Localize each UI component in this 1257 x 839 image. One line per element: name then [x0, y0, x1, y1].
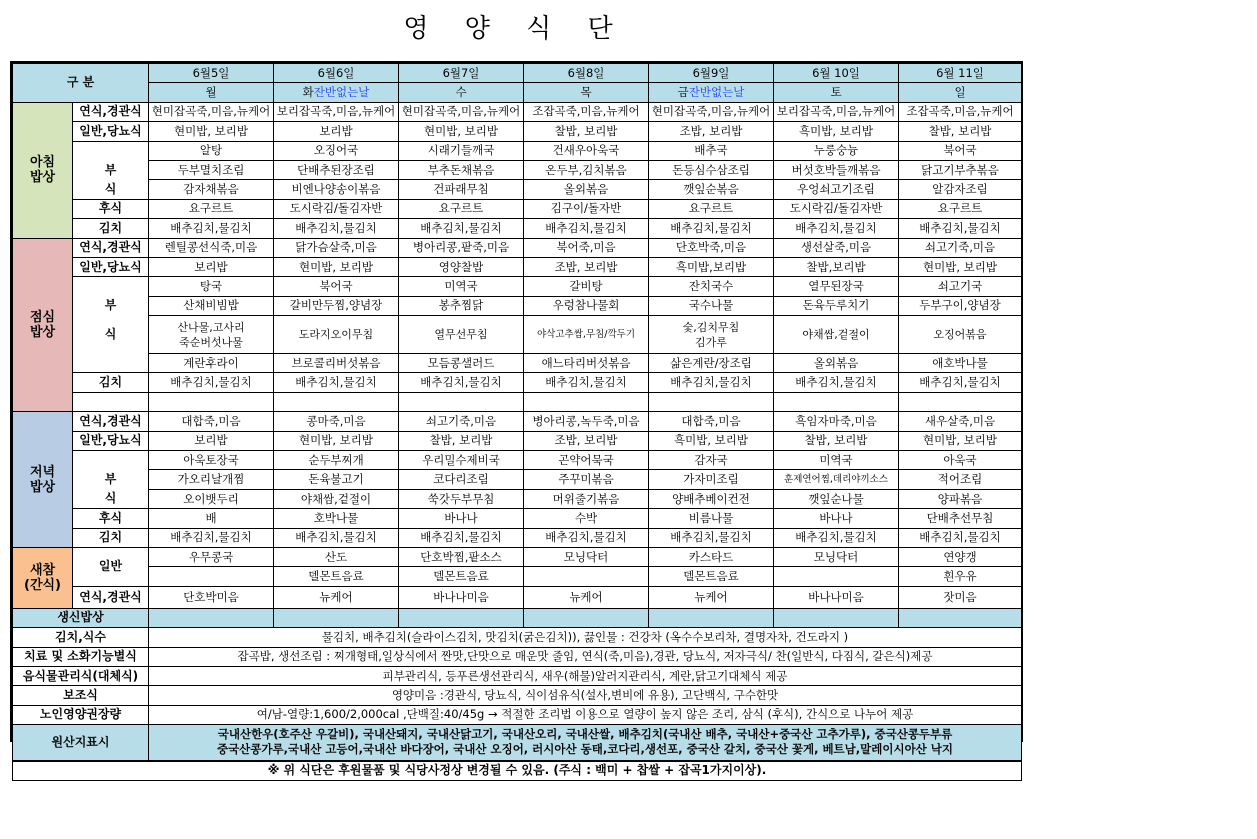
- birthday-label: 생신밥상: [13, 608, 149, 627]
- menu-cell: 돈육두루치기: [774, 296, 899, 315]
- spacer: [73, 392, 149, 411]
- info-label: 김치,식수: [13, 628, 149, 647]
- menu-cell: 병아리콩,녹두죽,미음: [524, 412, 649, 431]
- menu-cell: 적어조림: [899, 470, 1022, 489]
- menu-cell: 도시락김/돌김자반: [274, 199, 399, 218]
- menu-cell: [774, 567, 899, 586]
- page-title: 영 양 식 단: [403, 14, 627, 44]
- menu-cell: 배추김치,물김치: [524, 528, 649, 547]
- menu-cell: 요구르트: [899, 199, 1022, 218]
- menu-cell: 단배추된장조림: [274, 160, 399, 179]
- day-header: [649, 83, 774, 102]
- menu-cell: 산채비빔밥: [149, 296, 274, 315]
- menu-cell: 오징어국: [274, 141, 399, 160]
- meal-plan-table: [12, 63, 1022, 781]
- empty-cell: [899, 392, 1022, 411]
- birthday-cell: [524, 608, 649, 627]
- info-text: 여/남-열량:1,600/2,000cal ,단백질:40/45g → 적절한 조리법 이용으로 열량이 높지 않은 조리, 삼식 (후식), 간식으로 나누어 제공: [149, 705, 1022, 724]
- menu-cell: 델몬트음료: [274, 567, 399, 586]
- menu-cell: 도라지오이무침: [274, 316, 399, 354]
- no-leftover-day-note: 잔반없는날: [688, 85, 745, 100]
- weekday-label: 일: [954, 85, 966, 100]
- weekday-label: 수: [455, 85, 467, 100]
- porridge-label: 연식,경관식: [73, 586, 149, 608]
- menu-cell: 모닝닥터: [774, 547, 899, 566]
- menu-cell: 도시락김/돌김자반: [774, 199, 899, 218]
- main-label: 일반,당뇨식: [73, 431, 149, 450]
- date-header: 6월6일: [274, 64, 399, 83]
- side-label-bottom: [73, 354, 149, 373]
- birthday-cell: [149, 608, 274, 627]
- info-label: 보조식: [13, 686, 149, 705]
- menu-cell: 건파래무침: [399, 180, 524, 199]
- menu-cell: 가자미조림: [649, 470, 774, 489]
- date-header: 6월8일: [524, 64, 649, 83]
- menu-cell: 쑥갓두부무침: [399, 489, 524, 508]
- empty-cell: [524, 392, 649, 411]
- weekday-label: 화: [302, 85, 314, 100]
- empty-cell: [774, 392, 899, 411]
- menu-cell: 양파볶음: [899, 489, 1022, 508]
- menu-cell: 북어죽,미음: [524, 238, 649, 257]
- menu-cell: 보리잡곡죽,미음,뉴케어: [274, 102, 399, 121]
- menu-cell: 잣미음: [899, 586, 1022, 608]
- menu-cell: 순두부찌개: [274, 451, 399, 470]
- menu-cell: 단배추선무침: [899, 509, 1022, 528]
- origin-text: [149, 725, 1022, 761]
- info-text: 물김치, 배추김치(슬라이스김치, 맛김치(굵은김치)), 끓인물 : 건강차 (옥수수보리차, 결명자차, 건도라지 ): [149, 628, 1022, 647]
- menu-cell: 배추김치,물김치: [649, 219, 774, 238]
- side-label: 식: [73, 489, 149, 508]
- date-header: 6월7일: [399, 64, 524, 83]
- main-label: 일반,당뇨식: [73, 122, 149, 141]
- menu-cell: 현미밥, 보리밥: [274, 257, 399, 276]
- info-text: 잡곡밥, 생선조림 : 찌개형태,일상식에서 짠맛,단맛으로 매운맛 줄임, 연식(죽,미음),경관, 당뇨식, 저자극식/ 찬(일반식, 다짐식, 갈은식)제공: [149, 647, 1022, 666]
- menu-cell: 콩마죽,미음: [274, 412, 399, 431]
- side-label-top: [73, 451, 149, 470]
- menu-cell: 아욱토장국: [149, 451, 274, 470]
- weekday-label: 목: [580, 85, 592, 100]
- menu-cell: 흑미밥,보리밥: [649, 257, 774, 276]
- menu-cell: 삶은계란/장조림: [649, 354, 774, 373]
- empty-cell: [149, 392, 274, 411]
- menu-cell: 건새우아욱국: [524, 141, 649, 160]
- general-label: 일반: [73, 547, 149, 586]
- menu-cell: 델몬트음료: [649, 567, 774, 586]
- menu-cell: 배추김치,물김치: [899, 373, 1022, 392]
- snack-section-label: 새참 (간식): [13, 547, 73, 608]
- menu-cell: 올외볶음: [524, 180, 649, 199]
- menu-cell: 알감자조림: [899, 180, 1022, 199]
- menu-cell: 미역국: [399, 277, 524, 296]
- menu-cell: 요구르트: [649, 199, 774, 218]
- side-label: 부: [73, 160, 149, 179]
- menu-cell: 배추김치,물김치: [399, 219, 524, 238]
- menu-cell: 찰밥,보리밥: [774, 257, 899, 276]
- side-label: 부: [73, 296, 149, 315]
- info-label: 음식물관리식(대체식): [13, 666, 149, 685]
- side-label: 부: [73, 470, 149, 489]
- birthday-cell: [774, 608, 899, 627]
- info-text: 영양미음 :경관식, 당뇨식, 식이섬유식(설사,변비에 유용), 고단백식, 구수한맛: [149, 686, 1022, 705]
- menu-cell: 봉추찜닭: [399, 296, 524, 315]
- menu-cell: 현미밥, 보리밥: [149, 122, 274, 141]
- menu-cell: 배추김치,물김치: [774, 528, 899, 547]
- menu-cell: 김구이/돌자반: [524, 199, 649, 218]
- porridge-label: 연식,경관식: [73, 102, 149, 121]
- menu-cell: 쇠고기죽,미음: [899, 238, 1022, 257]
- date-header: 6월 10일: [774, 64, 899, 83]
- menu-cell: 흑미밥, 보리밥: [774, 122, 899, 141]
- menu-cell: 병아리콩,팥죽,미음: [399, 238, 524, 257]
- main-label: 일반,당뇨식: [73, 257, 149, 276]
- birthday-cell: [899, 608, 1022, 627]
- menu-cell: 야채쌈,겉절이: [774, 316, 899, 354]
- day-header: [274, 83, 399, 102]
- menu-cell: 코다리조림: [399, 470, 524, 489]
- menu-cell: 현미잡곡죽,미음,뉴케어: [399, 102, 524, 121]
- menu-cell: 우리밀수제비국: [399, 451, 524, 470]
- menu-cell: 애느타리버섯볶음: [524, 354, 649, 373]
- side-label-top: [73, 141, 149, 160]
- menu-cell: 배추김치,물김치: [524, 373, 649, 392]
- menu-cell: 현미잡곡죽,미음,뉴케어: [649, 102, 774, 121]
- birthday-cell: [649, 608, 774, 627]
- menu-cell: 배추김치,물김치: [274, 373, 399, 392]
- menu-cell: 델몬트음료: [399, 567, 524, 586]
- menu-cell: 바나나미음: [399, 586, 524, 608]
- menu-cell: 배추김치,물김치: [774, 219, 899, 238]
- kimchi-label: 김치: [73, 373, 149, 392]
- footer-note: ※ 위 식단은 후원물품 및 식당사정상 변경될 수 있음. (주식 : 백미 + 찹쌀 + 잡곡1가지이상).: [13, 761, 1022, 781]
- origin-label: 원산지표시: [13, 725, 149, 761]
- menu-cell: 찰밥, 보리밥: [899, 122, 1022, 141]
- menu-cell: 닭고기부추볶음: [899, 160, 1022, 179]
- menu-cell: 찰밥, 보리밥: [774, 431, 899, 450]
- menu-cell: 수박: [524, 509, 649, 528]
- menu-cell: 대합죽,미음: [649, 412, 774, 431]
- date-header: 6월5일: [149, 64, 274, 83]
- menu-cell: 바나나미음: [774, 586, 899, 608]
- menu-cell: 흰우유: [899, 567, 1022, 586]
- origin-line: 중국산콩가루,국내산 고등어,국내산 바다장어, 국내산 오징어, 러시아산 동태,코다리,생선포, 중국산 갈치, 중국산 꽃게, 베트남,말레이시아산 낙지: [216, 742, 954, 757]
- menu-cell: 국수나물: [649, 296, 774, 315]
- side-label: 식: [73, 180, 149, 199]
- menu-cell: 배추김치,물김치: [399, 528, 524, 547]
- menu-cell: 새우살죽,미음: [899, 412, 1022, 431]
- day-header: [774, 83, 899, 102]
- menu-cell: 숯,김치무침 김가루: [649, 316, 774, 354]
- menu-cell: 대합죽,미음: [149, 412, 274, 431]
- empty-cell: [399, 392, 524, 411]
- menu-cell: 올외볶음: [774, 354, 899, 373]
- menu-cell: 카스타드: [649, 547, 774, 566]
- menu-cell: 단호박찜,팥소스: [399, 547, 524, 566]
- menu-cell: 산도: [274, 547, 399, 566]
- date-header: 6월9일: [649, 64, 774, 83]
- menu-cell: 호박나물: [274, 509, 399, 528]
- menu-cell: 바나나: [399, 509, 524, 528]
- menu-cell: 곤약어묵국: [524, 451, 649, 470]
- menu-cell: 현미밥, 보리밥: [274, 431, 399, 450]
- menu-cell: 요구르트: [149, 199, 274, 218]
- menu-cell: 현미밥, 보리밥: [899, 431, 1022, 450]
- menu-cell: 배추김치,물김치: [149, 528, 274, 547]
- empty-cell: [649, 392, 774, 411]
- menu-cell: 두부구이,양념장: [899, 296, 1022, 315]
- menu-cell: 배추김치,물김치: [899, 528, 1022, 547]
- menu-cell: 머위줄기볶음: [524, 489, 649, 508]
- kimchi-label: 김치: [73, 219, 149, 238]
- info-label: 치료 및 소화기능별식: [13, 647, 149, 666]
- menu-cell: 비엔나양송이볶음: [274, 180, 399, 199]
- menu-cell: 렌틸콩선식죽,미음: [149, 238, 274, 257]
- day-header: [524, 83, 649, 102]
- menu-cell: 바나나: [774, 509, 899, 528]
- menu-cell: 감자채볶음: [149, 180, 274, 199]
- menu-cell: 돈육불고기: [274, 470, 399, 489]
- menu-cell: 갈비탕: [524, 277, 649, 296]
- category-header: 구 분: [13, 64, 149, 103]
- menu-cell: 계란후라이: [149, 354, 274, 373]
- menu-cell: 닭가슴살죽,미음: [274, 238, 399, 257]
- menu-cell: 뉴케어: [274, 586, 399, 608]
- menu-cell: 조잡곡죽,미음,뉴케어: [899, 102, 1022, 121]
- menu-cell: 연양갱: [899, 547, 1022, 566]
- menu-cell: 보리밥: [149, 257, 274, 276]
- kimchi-label: 김치: [73, 528, 149, 547]
- menu-cell: 북어국: [274, 277, 399, 296]
- menu-cell: 양배추베이컨전: [649, 489, 774, 508]
- dessert-label: 후식: [73, 509, 149, 528]
- menu-cell: 미역국: [774, 451, 899, 470]
- menu-cell: 오징어볶음: [899, 316, 1022, 354]
- menu-cell: 모닝닥터: [524, 547, 649, 566]
- menu-cell: 배추김치,물김치: [274, 219, 399, 238]
- menu-cell: [149, 567, 274, 586]
- menu-cell: 배추김치,물김치: [524, 219, 649, 238]
- menu-cell: 가오리날개찜: [149, 470, 274, 489]
- menu-cell: 뉴케어: [524, 586, 649, 608]
- birthday-cell: [274, 608, 399, 627]
- menu-cell: 북어국: [899, 141, 1022, 160]
- menu-cell: 돈등심수삼조림: [649, 160, 774, 179]
- menu-cell: 우무콩국: [149, 547, 274, 566]
- birthday-cell: [399, 608, 524, 627]
- menu-cell: 훈제연어찜,데리야끼소스: [774, 470, 899, 489]
- info-label: 노인영양권장량: [13, 705, 149, 724]
- menu-cell: 보리잡곡죽,미음,뉴케어: [774, 102, 899, 121]
- lunch-section-label: 점심 밥상: [13, 238, 73, 412]
- menu-cell: 조잡곡죽,미음,뉴케어: [524, 102, 649, 121]
- menu-cell: 요구르트: [399, 199, 524, 218]
- menu-cell: 단호박미음: [149, 586, 274, 608]
- menu-cell: 깻잎순나물: [774, 489, 899, 508]
- menu-cell: 뉴케어: [649, 586, 774, 608]
- menu-cell: 보리밥: [149, 431, 274, 450]
- menu-cell: 조밥, 보리밥: [524, 257, 649, 276]
- menu-cell: 현미잡곡죽,미음,뉴케어: [149, 102, 274, 121]
- menu-cell: 감자국: [649, 451, 774, 470]
- menu-cell: 생선살죽,미음: [774, 238, 899, 257]
- side-label-top: [73, 277, 149, 296]
- menu-cell: 보리밥: [274, 122, 399, 141]
- menu-cell: 잔치국수: [649, 277, 774, 296]
- day-header: [399, 83, 524, 102]
- menu-cell: 버섯호박들깨볶음: [774, 160, 899, 179]
- menu-cell: 애호박나물: [899, 354, 1022, 373]
- menu-cell: 부추돈채볶음: [399, 160, 524, 179]
- porridge-label: 연식,경관식: [73, 412, 149, 431]
- menu-cell: 우렁참나물회: [524, 296, 649, 315]
- menu-cell: 쇠고기죽,미음: [399, 412, 524, 431]
- menu-cell: 두부멸치조림: [149, 160, 274, 179]
- menu-cell: 영양찰밥: [399, 257, 524, 276]
- menu-cell: 깻잎순볶음: [649, 180, 774, 199]
- menu-cell: 브로콜리버섯볶음: [274, 354, 399, 373]
- side-label: 식: [73, 316, 149, 354]
- menu-cell: 모듬콩샐러드: [399, 354, 524, 373]
- weekday-label: 월: [205, 85, 217, 100]
- menu-cell: 배추김치,물김치: [774, 373, 899, 392]
- no-leftover-day-note: 잔반없는날: [313, 85, 370, 100]
- menu-cell: 주꾸미볶음: [524, 470, 649, 489]
- menu-cell: 배추김치,물김치: [149, 373, 274, 392]
- menu-cell: 조밥, 보리밥: [649, 122, 774, 141]
- porridge-label: 연식,경관식: [73, 238, 149, 257]
- day-header: [149, 83, 274, 102]
- menu-cell: 누룽숭늉: [774, 141, 899, 160]
- dessert-label: 후식: [73, 199, 149, 218]
- menu-cell: 배추김치,물김치: [899, 219, 1022, 238]
- menu-cell: 찰밥, 보리밥: [524, 122, 649, 141]
- menu-cell: 온두부,김치볶음: [524, 160, 649, 179]
- menu-cell: 배추김치,물김치: [649, 373, 774, 392]
- menu-cell: 조밥, 보리밥: [524, 431, 649, 450]
- menu-cell: 열무선무침: [399, 316, 524, 354]
- menu-cell: 배추김치,물김치: [149, 219, 274, 238]
- menu-cell: 알탕: [149, 141, 274, 160]
- menu-cell: 비름나물: [649, 509, 774, 528]
- info-text: 피부관리식, 등푸른생선관리식, 새우(해물)알러지관리식, 계란,닭고기대체식 제공: [149, 666, 1022, 685]
- empty-cell: [274, 392, 399, 411]
- origin-line: 국내산한우(호주산 우갈비), 국내산돼지, 국내산닭고기, 국내산오리, 국내산쌀, 배추김치(국내산 배추, 국내산+중국산 고추가루), 중국산콩두부류: [217, 727, 953, 742]
- menu-cell: 배추김치,물김치: [399, 373, 524, 392]
- weekday-label: 토: [830, 85, 842, 100]
- menu-cell: 흑임자마죽,미음: [774, 412, 899, 431]
- dinner-section-label: 저녁 밥상: [13, 412, 73, 548]
- menu-cell: 탕국: [149, 277, 274, 296]
- menu-cell: 현미밥, 보리밥: [899, 257, 1022, 276]
- menu-cell: 배추김치,물김치: [274, 528, 399, 547]
- menu-cell: 흑미밥, 보리밥: [649, 431, 774, 450]
- menu-cell: 현미밥, 보리밥: [399, 122, 524, 141]
- menu-cell: 오이뱃두리: [149, 489, 274, 508]
- menu-cell: [524, 567, 649, 586]
- menu-cell: 갈비만두찜,양념장: [274, 296, 399, 315]
- date-header: 6월 11일: [899, 64, 1022, 83]
- menu-cell: 단호박죽,미음: [649, 238, 774, 257]
- menu-cell: 배: [149, 509, 274, 528]
- menu-cell: 배추국: [649, 141, 774, 160]
- menu-cell: 배추김치,물김치: [649, 528, 774, 547]
- breakfast-section-label: 아침 밥상: [13, 102, 73, 238]
- menu-cell: 산나물,고사리 죽순버섯나물: [149, 316, 274, 354]
- menu-cell: 찰밥, 보리밥: [399, 431, 524, 450]
- weekday-label: 금: [677, 85, 689, 100]
- menu-cell: 시래기들깨국: [399, 141, 524, 160]
- menu-cell: 야삭고추쌈,무침/깍두기: [524, 316, 649, 354]
- day-header: [899, 83, 1022, 102]
- menu-cell: 아욱국: [899, 451, 1022, 470]
- menu-cell: 우엉쇠고기조림: [774, 180, 899, 199]
- menu-cell: 열무된장국: [774, 277, 899, 296]
- menu-cell: 쇠고기국: [899, 277, 1022, 296]
- menu-cell: 야채쌈,겉절이: [274, 489, 399, 508]
